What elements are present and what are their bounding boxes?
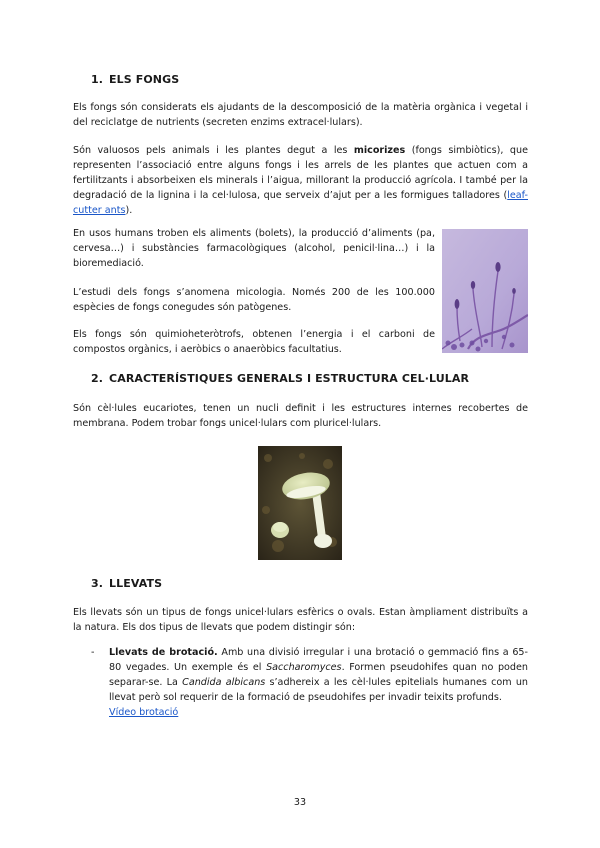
list-item-body (109, 645, 528, 720)
paragraph-mycorrhizae (73, 143, 528, 218)
text-run: ). (125, 205, 133, 216)
section-number: 3. (91, 577, 104, 590)
list-dash: - (91, 647, 95, 658)
list-item-budding-yeasts (91, 645, 528, 720)
paragraph-human-uses: En usos humans troben els aliments (bolets), la producció d’aliments (pa, cervesa…) i substàncies farmacològiques (alcohol, penicil·lina…) i la bioremediació. (73, 228, 435, 269)
section-heading-2 (91, 372, 469, 385)
leaf-cutter-ants-link[interactable]: leaf-cutter ants (73, 190, 528, 216)
section-number: 1. (91, 73, 104, 86)
text-run: . Formen pseudohifes quan no poden separar-se. La (109, 662, 528, 688)
text-run: s’adhereix a les cèl·lules epitelials humanes com un llevat però sol requerir de la formació de pseudohifes per invadir teixits profunds. (109, 677, 528, 703)
section-title: ELS FONGS (109, 73, 180, 86)
paragraph-eukaryotes: Són cèl·lules eucariotes, tenen un nucli definit i les estructures internes recobertes de membrana. Podem trobar fongs unicel·lulars com pluricel·lulars. (73, 403, 528, 429)
text-run: Són valuosos pels animals i les plantes degut a les (73, 145, 354, 156)
paragraph-mycology: L’estudi dels fongs s’anomena micologia. Només 200 de les 100.000 espècies de fongs conegudes són patògenes. (73, 287, 435, 313)
species-name: Candida albicans (182, 677, 266, 688)
section-number: 2. (91, 372, 104, 385)
bold-term: micorizes (353, 145, 406, 156)
text-run: (fongs simbiòtics), que representen l’associació entre alguns fongs i les arrels de les plantes que actuen com a fertilitzants i absorbeixen els minerals i l’aigua, millorant la producció agrícola. I també per la degradació de la lignina i la cel·lulosa, que serveix d’ajut per a les formigues talladores ( (73, 145, 528, 201)
species-name: Saccharomyces (266, 662, 342, 673)
mold-micrograph-image (442, 229, 528, 353)
section-heading-1 (91, 73, 179, 86)
section-heading-3 (91, 577, 162, 590)
section-title: CARACTERÍSTIQUES GENERALS I ESTRUCTURA CEL·LULAR (109, 372, 470, 385)
list-item-title: Llevats de brotació. (109, 647, 218, 658)
mushroom-photo-image (258, 446, 342, 560)
budding-video-link[interactable]: Vídeo brotació (109, 707, 179, 718)
section-title: LLEVATS (109, 577, 163, 590)
text-run: Amb una divisió irregular i una brotació o gemmació fins a 65-80 vegades. Un exemple és el (109, 647, 528, 673)
paragraph-decomposition: Els fongs són considerats els ajudants de la descomposició de la matèria orgànica i vegetal i del reciclatge de nutrients (secreten enzims extracel·lulars). (73, 102, 528, 128)
paragraph-chemoheterotrophs: Els fongs són quimioheteròtrofs, obtenen l’energia i el carboni de compostos orgànics, i aeròbics o anaeròbics facultatius. (73, 329, 435, 355)
page-number: 33 (293, 797, 307, 808)
paragraph-yeasts: Els llevats són un tipus de fongs unicel·lulars esfèrics o ovals. Estan àmpliament distribuïts a la natura. Els dos tipus de llevats que podem distingir són: (73, 607, 528, 633)
